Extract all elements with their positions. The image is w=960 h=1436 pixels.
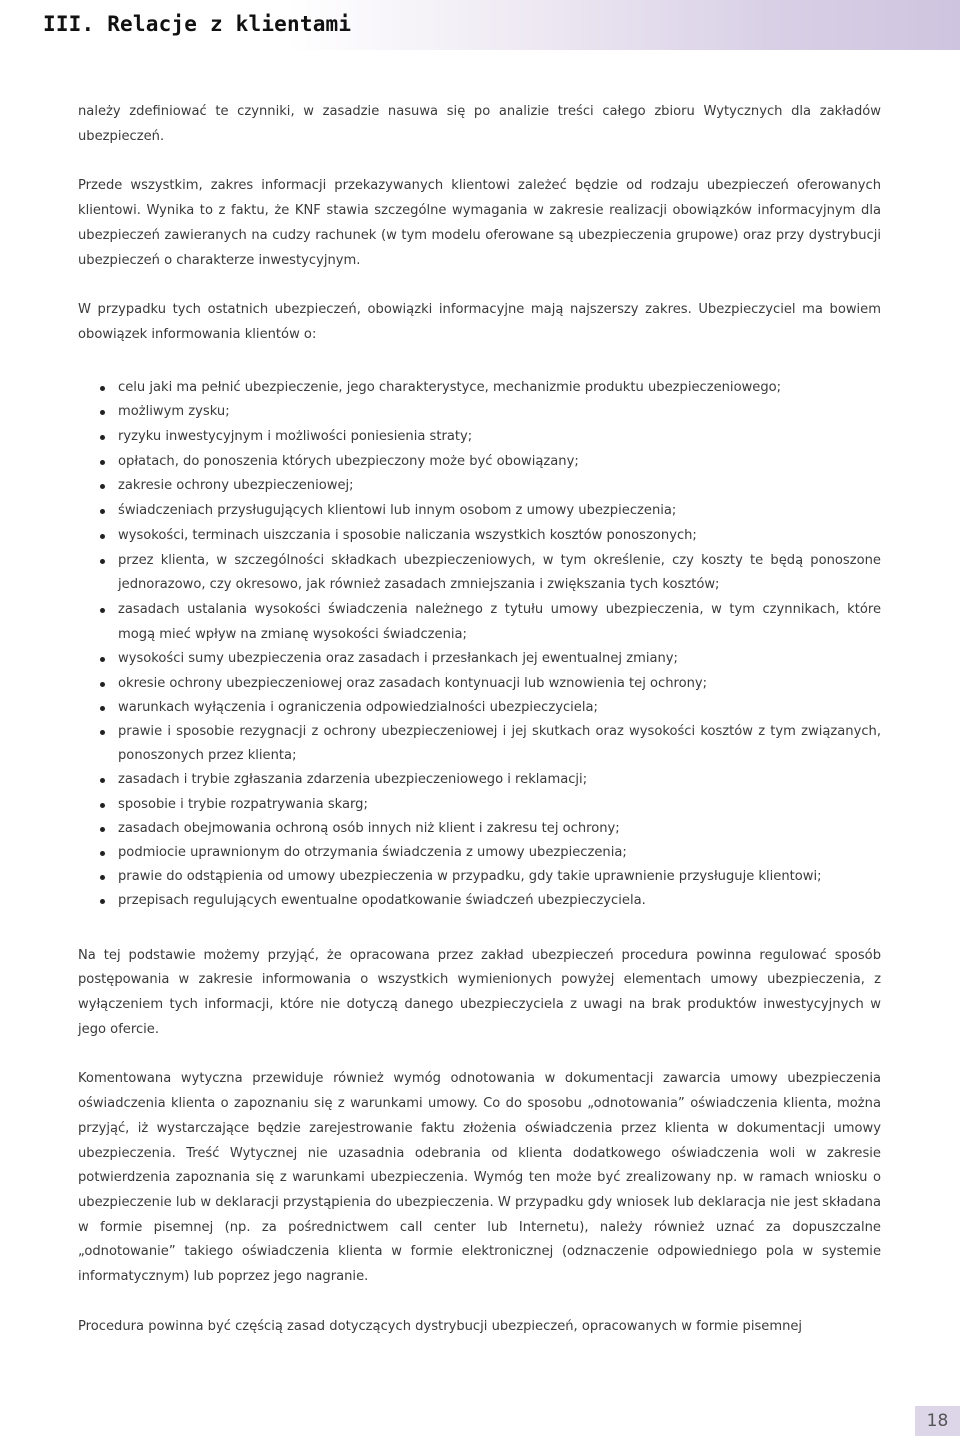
list-item: prawie i sposobie rezygnacji z ochrony ubezpieczeniowej i jej skutkach oraz wysokości kosztów z tym związanych, ponoszonych przez klienta; xyxy=(78,720,881,768)
list-item: sposobie i trybie rozpatrywania skarg; xyxy=(78,793,881,817)
list-item: zasadach ustalania wysokości świadczenia należnego z tytułu umowy ubezpieczenia, w tym czynnikach, które mogą mieć wpływ na zmianę wysokości świadczenia; xyxy=(78,598,881,647)
list-item: prawie do odstąpienia od umowy ubezpieczenia w przypadku, gdy takie uprawnienie przysługuje klientowi; xyxy=(78,865,881,889)
information-list xyxy=(78,376,881,914)
list-item: świadczeniach przysługujących klientowi lub innym osobom z umowy ubezpieczenia; xyxy=(78,499,881,524)
paragraph-obligations: W przypadku tych ostatnich ubezpieczeń, obowiązki informacyjne mają najszerszy zakres. Ubezpieczyciel ma bowiem obowiązek informowania klientów o: xyxy=(78,302,881,342)
list-item: okresie ochrony ubezpieczeniowej oraz zasadach kontynuacji lub wznowienia tej ochrony; xyxy=(78,672,881,696)
section-title: III. Relacje z klientami xyxy=(43,12,352,36)
list-item: ryzyku inwestycyjnym i możliwości poniesienia straty; xyxy=(78,425,881,450)
list-item: przepisach regulujących ewentualne opodatkowanie świadczeń ubezpieczyciela. xyxy=(78,889,881,913)
paragraph-scope: Przede wszystkim, zakres informacji przekazywanych klientowi zależeć będzie od rodzaju ubezpieczeń oferowanych klientowi. Wynika to z faktu, że KNF stawia szczególne wymagania w zakresie realizacji obowiązków informacyjnym dla ubezpieczeń zawieranych na cudzy rachunek (w tym modelu oferowane są ubezpieczenia grupowe) oraz przy dystrybucji ubezpieczeń o charakterze inwestycyjnym. xyxy=(78,178,881,268)
list-item: zasadach i trybie zgłaszania zdarzenia ubezpieczeniowego i reklamacji; xyxy=(78,768,881,792)
list-item: celu jaki ma pełnić ubezpieczenie, jego charakterystyce, mechanizmie produktu ubezpieczeniowego; xyxy=(78,376,881,401)
list-item: opłatach, do ponoszenia których ubezpieczony może być obowiązany; xyxy=(78,450,881,475)
paragraph-intro: należy zdefiniować te czynniki, w zasadzie nasuwa się po analizie treści całego zbioru Wytycznych dla zakładów ubezpieczeń. xyxy=(78,104,881,144)
list-item: wysokości sumy ubezpieczenia oraz zasadach i przesłankach jej ewentualnej zmiany; xyxy=(78,647,881,671)
paragraph-closing: Procedura powinna być częścią zasad dotyczących dystrybucji ubezpieczeń, opracowanych w formie pisemnej xyxy=(78,1318,803,1334)
list-item: możliwym zysku; xyxy=(78,400,881,425)
page-content xyxy=(78,100,881,1339)
list-item: warunkach wyłączenia i ograniczenia odpowiedzialności ubezpieczyciela; xyxy=(78,696,881,720)
list-item: przez klienta, w szczególności składkach ubezpieczeniowych, w tym określenie, czy koszty te będą ponoszone jednorazowo, czy okresowo, jak również zasadach zmniejszania i zwiększania tych kosztów; xyxy=(78,549,881,598)
list-item: zakresie ochrony ubezpieczeniowej; xyxy=(78,474,881,499)
paragraph-commentary: Komentowana wytyczna przewiduje również wymóg odnotowania w dokumentacji zawarcia umowy ubezpieczenia oświadczenia klienta o zapoznaniu się z warunkami umowy. Co do sposobu „odnotowania” oświadczenia klienta, można przyjąć, iż wystarczające będzie zarejestrowanie faktu złożenia oświadczenia przez klienta w dokumentacji umowy ubezpieczenia. Treść Wytycznej nie uzasadnia odebrania od klienta dodatkowego oświadczenia woli w zakresie potwierdzenia zapoznania się z warunkami ubezpieczenia. Wymóg ten może być zrealizowany np. w ramach wniosku o ubezpieczenie lub w deklaracji przystąpienia do ubezpieczenia. W przypadku gdy wniosek lub deklaracja nie jest składana w formie pisemnej (np. za pośrednictwem call center lub Internetu), należy również uznać za dopuszczalne „odnotowanie” takiego oświadczenia klienta w formie elektronicznej (odznaczenie odpowiedniego pola w systemie informatycznym) lub poprzez jego nagranie. xyxy=(78,1071,881,1285)
list-item: podmiocie uprawnionym do otrzymania świadczenia z umowy ubezpieczenia; xyxy=(78,841,881,865)
page-number: 18 xyxy=(915,1406,960,1436)
list-item: zasadach obejmowania ochroną osób innych niż klient i zakresu tej ochrony; xyxy=(78,817,881,841)
paragraph-procedure: Na tej podstawie możemy przyjąć, że opracowana przez zakład ubezpieczeń procedura powinna regulować sposób postępowania w zakresie informowania o wszystkich wymienionych powyżej elementach umowy ubezpieczenia, z wyłączeniem tych informacji, które nie dotyczą danego ubezpieczyciela z uwagi na brak produktów inwestycyjnych w jego ofercie. xyxy=(78,947,881,1037)
header-band xyxy=(0,0,960,50)
list-item: wysokości, terminach uiszczania i sposobie naliczania wszystkich kosztów ponoszonych; xyxy=(78,524,881,549)
